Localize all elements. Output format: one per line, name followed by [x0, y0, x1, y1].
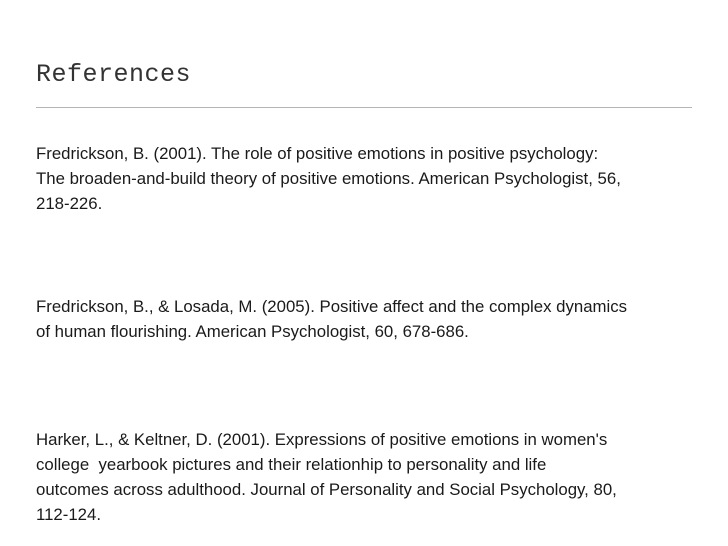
reference-harker-keltner-2001 — [36, 427, 696, 527]
reference-line: outcomes across adulthood. Journal of Personality and Social Psychology, 80, — [36, 480, 617, 499]
reference-line: Fredrickson, B. (2001). The role of positive emotions in positive psychology: — [36, 144, 599, 163]
slide-title: References — [36, 60, 192, 89]
reference-fredrickson-2001 — [36, 141, 696, 216]
title-divider — [36, 107, 692, 108]
reference-line: of human flourishing. American Psychologist, 60, 678-686. — [36, 322, 469, 341]
reference-line: Fredrickson, B., & Losada, M. (2005). Positive affect and the complex dynamics — [36, 297, 628, 316]
reference-line: The broaden-and-build theory of positive emotions. American Psychologist, 56, — [36, 169, 621, 188]
reference-line: 218-226. — [36, 194, 103, 213]
reference-line: college yearbook pictures and their relationhip to personality and life — [36, 455, 547, 474]
reference-fredrickson-losada-2005 — [36, 294, 696, 344]
reference-line: Harker, L., & Keltner, D. (2001). Expressions of positive emotions in women's — [36, 430, 608, 449]
reference-line: 112-124. — [36, 505, 102, 524]
